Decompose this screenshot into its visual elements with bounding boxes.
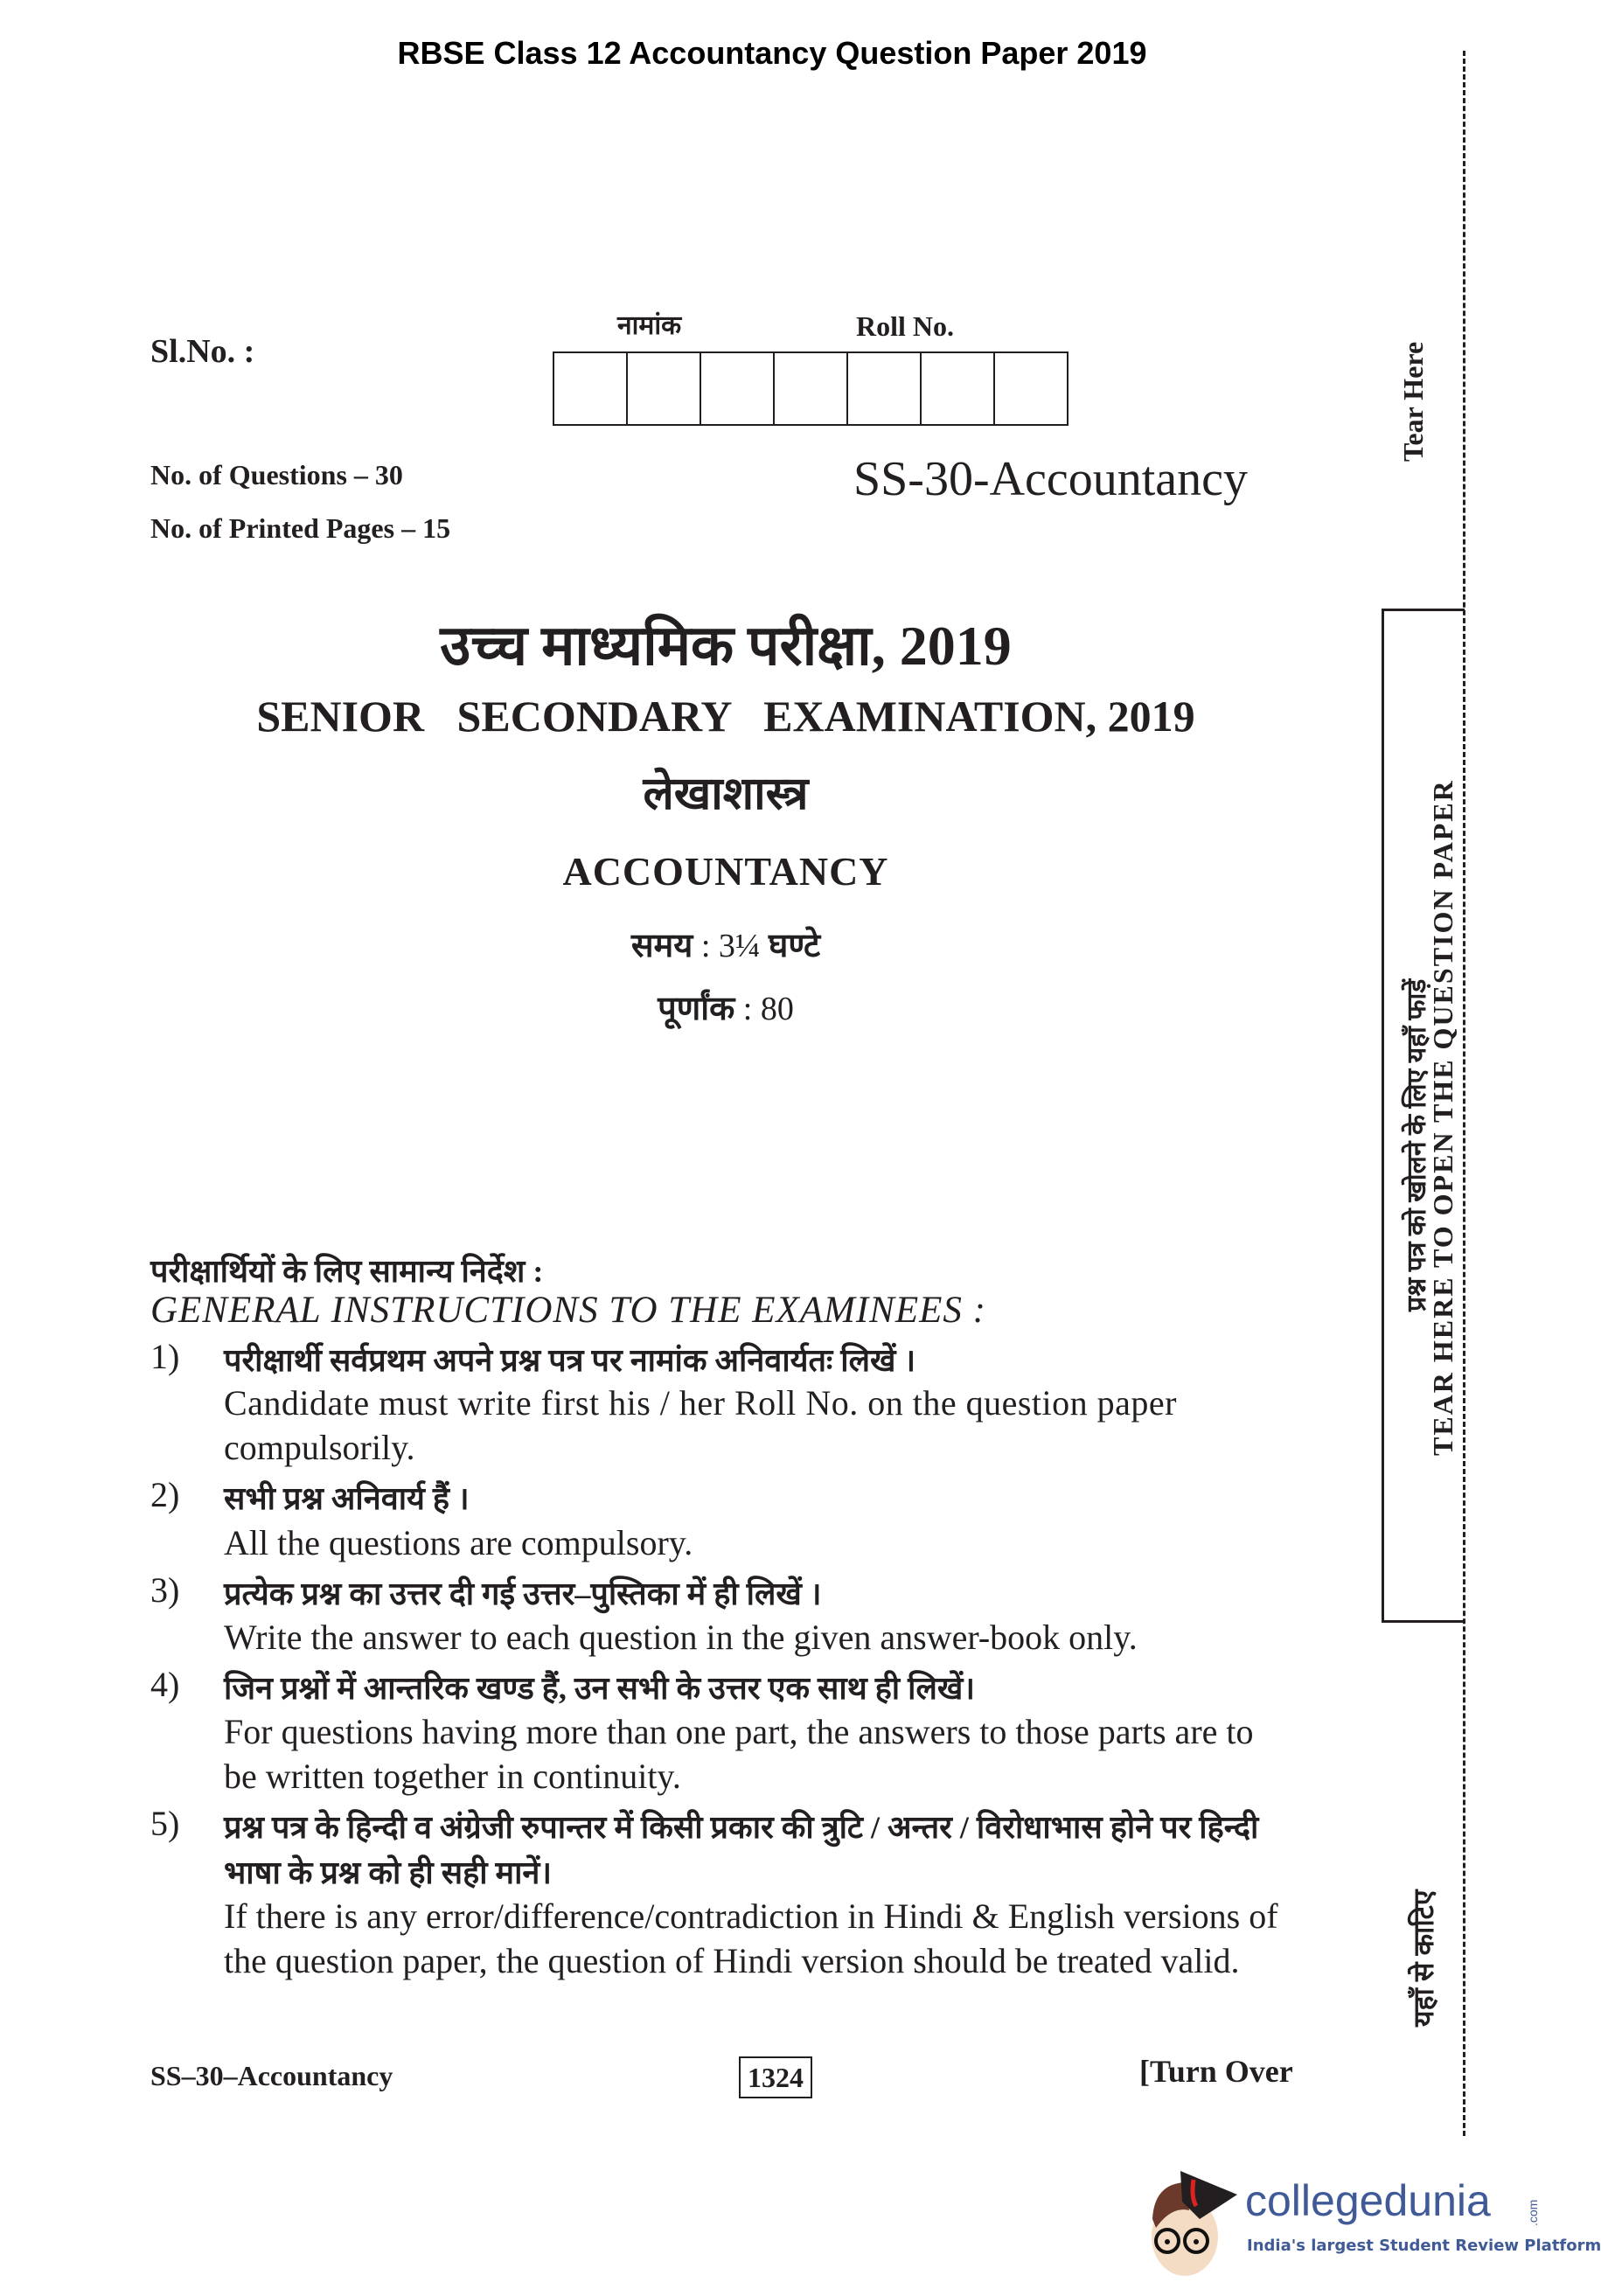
time-value: : 3¼ <box>693 928 769 964</box>
footer-page-code: 1324 <box>739 2056 812 2098</box>
instruction-hindi: प्रत्येक प्रश्न का उत्तर दी गई उत्तर–पुस्तिका में ही लिखें । <box>224 1576 822 1611</box>
instruction-english: Candidate must write first his / her Roll No. on the question paper <box>224 1383 1177 1423</box>
subject-hindi: लेखाशास्त्र <box>643 769 809 819</box>
max-marks <box>0 984 1451 1030</box>
logo-name: collegedunia <box>1245 2176 1491 2225</box>
instruction-number: 1) <box>150 1337 180 1376</box>
time-unit: घण्टे <box>768 928 821 964</box>
question-count: No. of Questions – 30 <box>150 459 403 491</box>
instruction-hindi: परीक्षार्थी सर्वप्रथम अपने प्रश्न पत्र पर नामांक अनिवार्यतः लिखें । <box>224 1343 916 1378</box>
instruction-hindi: सभी प्रश्न अनिवार्य हैं । <box>224 1481 470 1516</box>
serial-number-label: Sl.No. : <box>150 333 255 370</box>
roll-number-boxes <box>553 351 1068 426</box>
cut-here-label: यहाँ से काटिए <box>1408 1889 1439 2027</box>
exam-duration <box>0 922 1451 967</box>
instruction-english: For questions having more than one part, the answers to those parts are to <box>224 1712 1254 1751</box>
roll-box <box>701 353 775 424</box>
instruction-hindi: जिन प्रश्नों में आन्तरिक खण्ड हैं, उन सभी के उत्तर एक साथ ही लिखें। <box>224 1671 975 1706</box>
instruction-hindi: भाषा के प्रश्न को ही सही मानें। <box>224 1855 553 1890</box>
instruction-english: Write the answer to each question in the given answer-book only. <box>224 1618 1138 1657</box>
document-header-title: RBSE Class 12 Accountancy Question Paper 2019 <box>397 35 1147 71</box>
roll-label: Roll No. <box>856 310 954 342</box>
marks-value: : 80 <box>734 991 794 1027</box>
footer-paper-code: SS–30–Accountancy <box>150 2060 393 2091</box>
tear-instruction-hindi: प्रश्न पत्र को खोलने के लिए यहाँ फाड़ें <box>1403 978 1431 1312</box>
roll-box <box>922 353 995 424</box>
roll-label-hindi: नामांक <box>617 311 682 340</box>
paper-code: SS-30-Accountancy <box>853 452 1249 506</box>
exam-title-english: SENIOR SECONDARY EXAMINATION, 2019 <box>256 692 1195 741</box>
collegedunia-mascot-icon <box>1145 2167 1242 2280</box>
instruction-english: be written together in continuity. <box>224 1757 681 1796</box>
subject-english: ACCOUNTANCY <box>562 849 889 894</box>
instructions-heading-hindi: परीक्षार्थियों के लिए सामान्य निर्देश : <box>150 1254 544 1289</box>
instructions-heading-english: GENERAL INSTRUCTIONS TO THE EXAMINEES : <box>150 1290 986 1331</box>
instruction-english: If there is any error/difference/contradiction in Hindi & English versions of <box>224 1896 1278 1936</box>
instruction-number: 3) <box>150 1570 180 1610</box>
tear-here-label: Tear Here <box>1397 341 1429 462</box>
instruction-number: 4) <box>150 1665 180 1704</box>
roll-box <box>775 353 848 424</box>
marks-label: पूर्णांक <box>658 991 735 1027</box>
roll-box <box>848 353 922 424</box>
instruction-english: compulsorily. <box>224 1428 415 1467</box>
tear-instruction-english: TEAR HERE TO OPEN THE QUESTION PAPER <box>1427 779 1458 1456</box>
roll-box <box>554 353 628 424</box>
roll-box <box>995 353 1067 424</box>
instruction-english: the question paper, the question of Hindi version should be treated valid. <box>224 1941 1240 1980</box>
instruction-number: 5) <box>150 1804 180 1843</box>
logo-suffix: .com <box>1526 2199 1540 2226</box>
exam-title-hindi: उच्च माध्यमिक परीक्षा, 2019 <box>440 615 1012 677</box>
printed-pages-count: No. of Printed Pages – 15 <box>150 512 451 544</box>
roll-box <box>628 353 701 424</box>
turn-over-label: [Turn Over <box>1139 2054 1293 2089</box>
instruction-hindi: प्रश्न पत्र के हिन्दी व अंग्रेजी रुपान्तर में किसी प्रकार की त्रुटि / अन्तर / विरोधाभास होने पर हिन्दी <box>224 1810 1259 1845</box>
instruction-number: 2) <box>150 1475 180 1514</box>
instruction-english: All the questions are compulsory. <box>224 1523 693 1562</box>
time-label: समय <box>630 928 693 964</box>
logo-tagline: India's largest Student Review Platform <box>1247 2237 1601 2255</box>
